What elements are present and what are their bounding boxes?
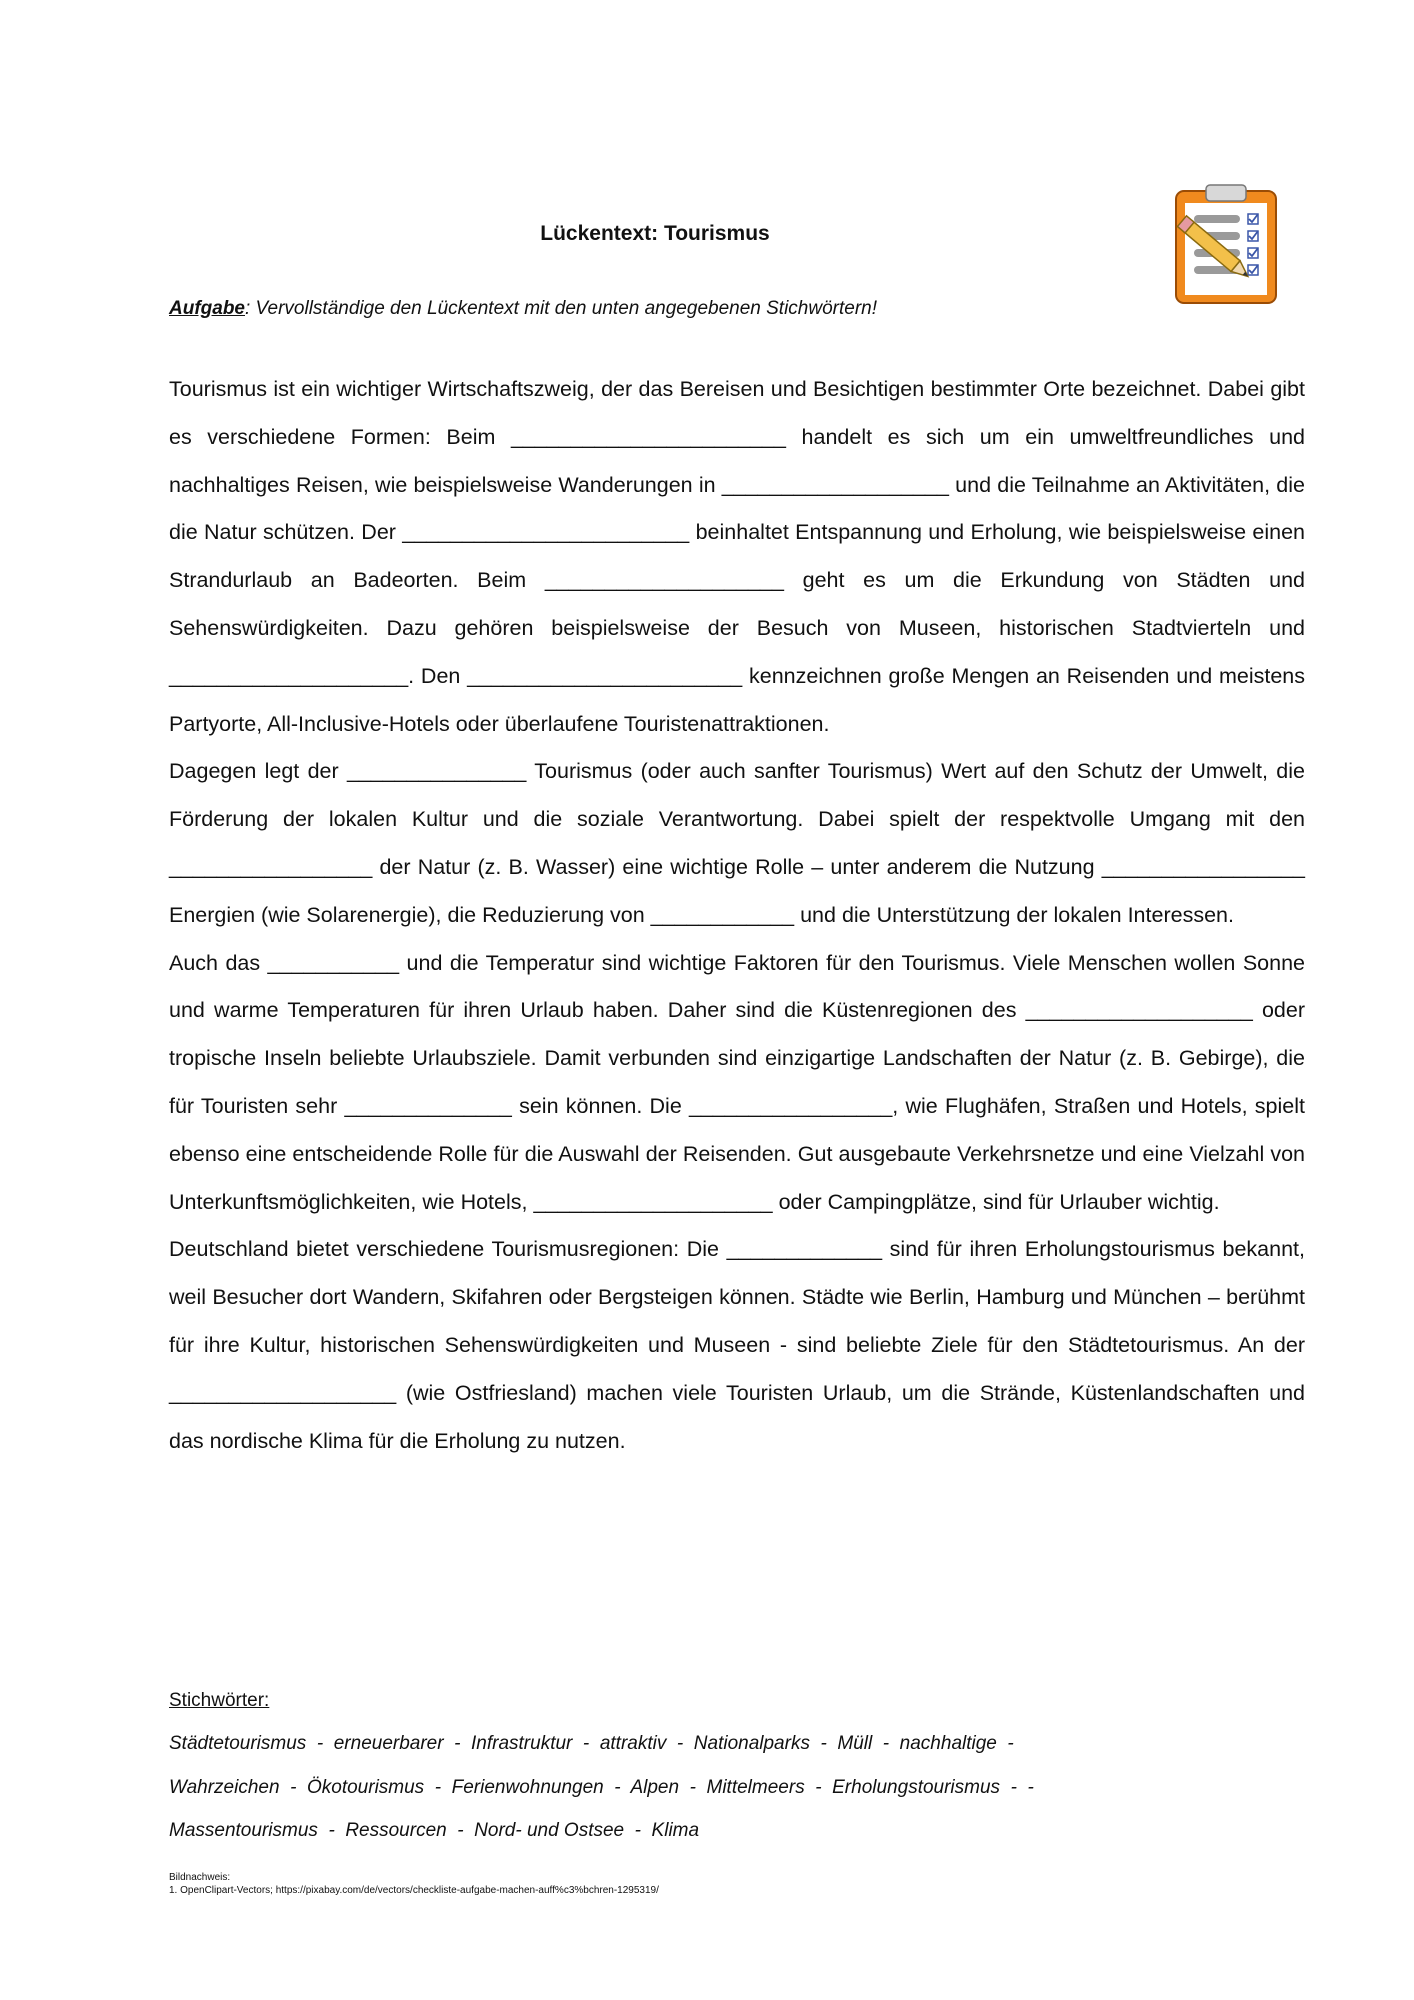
keywords-line: Massentourismus - Ressourcen - Nord- und Ostsee - Klima (169, 1820, 700, 1841)
cloze-paragraph: Auch das ___________ und die Temperatur sind wichtige Faktoren für den Tourismus. Viele Menschen wollen Sonne und warme Temperaturen für ihren Urlaub haben. Daher sind die Küstenregionen des ___________________ oder tropische Inseln beliebte Urlaubsziele. Damit verbunden sind einzigartige Landschaften der Natur (z. B. Gebirge), die für Touristen sehr ______________ sein können. Die _________________, wie Flughäfen, Straßen und Hotels, spielt ebenso eine entscheidende Rolle für die Auswahl der Reisenden. Gut ausgebaute Verkehrsnetze und eine Vielzahl von Unterkunftsmöglichkeiten, wie Hotels, ____________________ oder Campingplätze, sind für Urlauber wichtig. (169, 950, 1305, 1214)
keywords-line: Städtetourismus - erneuerbarer - Infrastruktur - attraktiv - Nationalparks - Müll - nachhaltige - (169, 1733, 1014, 1754)
keywords-heading: Stichwörter: (169, 1690, 270, 1711)
task-label: Aufgabe (169, 298, 245, 319)
keywords-line: Wahrzeichen - Ökotourismus - Ferienwohnungen - Alpen - Mittelmeers - Erholungstourismus - - (169, 1776, 1034, 1798)
clipboard-checklist-icon (1168, 183, 1282, 307)
credits-heading: Bildnachweis: (169, 1872, 231, 1883)
cloze-paragraph: Deutschland bietet verschiedene Tourismusregionen: Die _____________ sind für ihren Erholungstourismus bekannt, weil Besucher dort Wandern, Skifahren oder Bergsteigen können. Städte wie Berlin, Hamburg und München – berühmt für ihre Kultur, historischen Sehenswürdigkeiten und Museen - sind beliebte Ziele für den Städtetourismus. An der ___________________ (wie Ostfriesland) machen viele Touristen Urlaub, um die Strände, Küstenlandschaften und das nordische Klima für die Erholung zu nutzen. (169, 1237, 1305, 1453)
task-instruction (169, 298, 877, 320)
cloze-paragraph: Dagegen legt der _______________ Tourismus (oder auch sanfter Tourismus) Wert auf den Schutz der Umwelt, die Förderung der lokalen Kultur und die soziale Verantwortung. Dabei spielt der respektvolle Umgang mit den _________________ der Natur (z. B. Wasser) eine wichtige Rolle – unter anderem die Nutzung _________________ Energien (wie Solarenergie), die Reduzierung von ____________ und die Unterstützung der lokalen Interessen. (169, 759, 1305, 927)
task-text: : Vervollständige den Lückentext mit den unten angegebenen Stichwörtern! (245, 298, 877, 319)
image-credits (169, 1871, 659, 1897)
credits-line: 1. OpenClipart-Vectors; https://pixabay.com/de/vectors/checkliste-aufgabe-machen-auff%c3%bchren-1295319/ (169, 1885, 659, 1896)
keywords-list (169, 1722, 1269, 1853)
page-title: Lückentext: Tourismus (540, 222, 770, 245)
cloze-paragraph: Tourismus ist ein wichtiger Wirtschaftszweig, der das Bereisen und Besichtigen bestimmter Orte bezeichnet. Dabei gibt es verschiedene Formen: Beim _______________________ handelt es sich um ein umweltfreundliches und nachhaltiges Reisen, wie beispielsweise Wanderungen in ___________________ und die Teilnahme an Aktivitäten, die die Natur schützen. Der ________________________ beinhaltet Entspannung und Erholung, wie beispielsweise einen Strandurlaub an Badeorten. Beim ____________________ geht es um die Erkundung von Städten und Sehenswürdigkeiten. Dazu gehören beispielsweise der Besuch von Museen, historischen Stadtvierteln und ____________________. Den _______________________ kennzeichnen große Mengen an Reisenden und meistens Partyorte, All-Inclusive-Hotels oder überlaufene Touristenattraktionen. (169, 377, 1305, 736)
cloze-text (169, 366, 1305, 1465)
